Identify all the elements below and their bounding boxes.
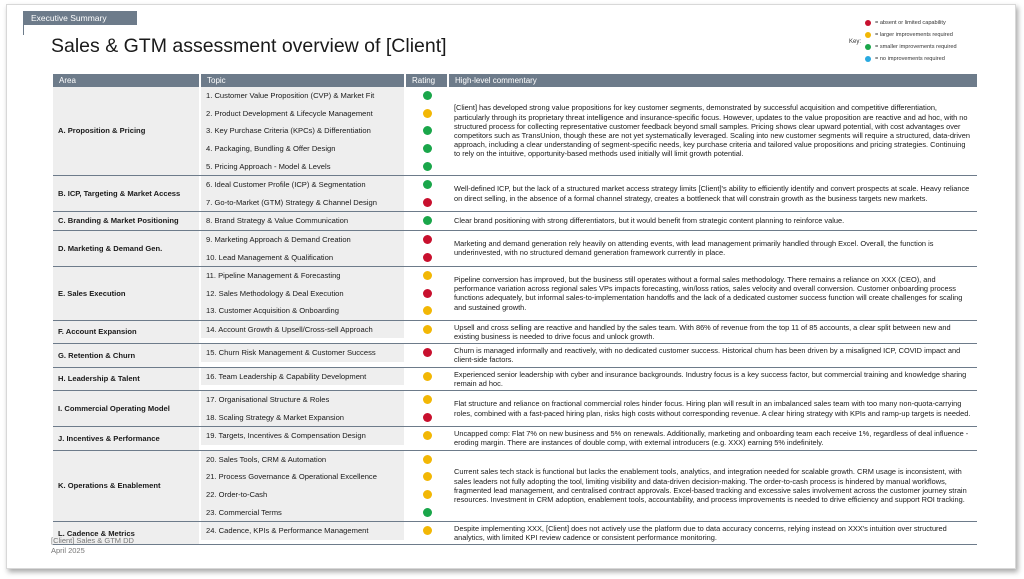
topic-label: 4. Packaging, Bundling & Offer Design [201, 140, 406, 158]
area-label: L. Cadence & Metrics [53, 522, 201, 544]
rating-dot-icon [865, 56, 871, 62]
rating-dot-icon [423, 235, 432, 244]
commentary-text [449, 522, 977, 544]
table-section [53, 451, 977, 522]
rating-cell [406, 212, 449, 230]
table-header [53, 74, 977, 87]
key-item-text: = absent or limited capability [875, 20, 946, 26]
table-row [201, 194, 449, 212]
topic-list [201, 321, 449, 343]
commentary-body: Marketing and demand generation rely heavily on attending events, with lead management primarily handled through Excel. Overall, the function is underinvested, with no structured demand generation framework currently in place. [454, 239, 934, 258]
topic-label: 10. Lead Management & Qualification [201, 248, 406, 266]
table-row [201, 231, 449, 249]
rating-dot-icon [423, 348, 432, 357]
rating-dot-icon [423, 91, 432, 100]
topic-list [201, 212, 449, 230]
table-section [53, 522, 977, 545]
topic-label: 21. Process Governance & Operational Excellence [201, 468, 406, 486]
key-item-text: = larger improvements required [875, 32, 953, 38]
topic-label: 24. Cadence, KPIs & Performance Management [201, 522, 406, 540]
topic-list [201, 231, 449, 266]
table-section [53, 368, 977, 391]
topic-label: 17. Organisational Structure & Roles [201, 391, 406, 409]
topic-label: 8. Brand Strategy & Value Communication [201, 212, 406, 230]
table-row [201, 486, 449, 504]
table-row [201, 248, 449, 266]
area-label: A. Proposition & Pricing [53, 87, 201, 175]
table-row [201, 302, 449, 320]
table-row [201, 468, 449, 486]
rating-dot-icon [423, 490, 432, 499]
rating-dot-icon [423, 526, 432, 535]
rating-dot-icon [423, 325, 432, 334]
table-section [53, 344, 977, 367]
rating-cell [406, 122, 449, 140]
section-tag: Executive Summary [23, 11, 137, 25]
topic-label: 6. Ideal Customer Profile (ICP) & Segmentation [201, 176, 406, 194]
key-item [865, 41, 977, 53]
area-label: D. Marketing & Demand Gen. [53, 231, 201, 266]
commentary-text [449, 212, 977, 230]
area-label: E. Sales Execution [53, 267, 201, 320]
topic-list [201, 176, 449, 211]
table-row [201, 157, 449, 175]
table-row [201, 427, 449, 445]
rating-dot-icon [423, 198, 432, 207]
table-row [201, 140, 449, 158]
table-section [53, 87, 977, 176]
rating-dot-icon [423, 289, 432, 298]
rating-cell [406, 344, 449, 362]
rating-dot-icon [423, 162, 432, 171]
rating-dot-icon [423, 472, 432, 481]
topic-label: 22. Order-to-Cash [201, 486, 406, 504]
table-section [53, 176, 977, 212]
rating-cell [406, 409, 449, 427]
column-header-area: Area [53, 74, 201, 87]
topic-list [201, 391, 449, 426]
table-row [201, 176, 449, 194]
column-header-commentary: High-level commentary [455, 76, 537, 85]
topic-list [201, 368, 449, 390]
rating-key-legend [865, 17, 977, 65]
rating-cell [406, 451, 449, 469]
topic-label: 15. Churn Risk Management & Customer Success [201, 344, 406, 362]
commentary-text [449, 427, 977, 449]
assessment-table [53, 74, 977, 545]
rating-cell [406, 157, 449, 175]
area-label: H. Leadership & Talent [53, 368, 201, 390]
commentary-text [449, 267, 977, 320]
topic-list [201, 344, 449, 366]
column-header-rating: Rating [406, 74, 449, 87]
footer-date: April 2025 [51, 546, 85, 555]
commentary-text [449, 321, 977, 343]
table-row [201, 391, 449, 409]
rating-dot-icon [865, 32, 871, 38]
topic-label: 20. Sales Tools, CRM & Automation [201, 451, 406, 469]
topic-label: 14. Account Growth & Upsell/Cross-sell Approach [201, 321, 406, 339]
table-row [201, 267, 449, 285]
rating-dot-icon [423, 253, 432, 262]
commentary-body: [Client] has developed strong value propositions for key customer segments, demonstrated by successful acquisition and competitive differentiation, particularly through its proprietary threat intelligence and insurance-specific focus. However, updates to the value proposition are reactive and ad hoc, with no structured process for collecting representative customer feedback beyond small samples. Pricing shows clear upward potential, with cost advantages over competitors such as TransUnion, though these are not yet systematically leveraged. Scaling into new customer segments will require a structured, data-driven approach, including a clear understanding of segment-specific needs, key purchase criteria and tailored value propositions and pricing strategies. Continuing to rely on the intuitive, opportunity-based methods used initially will limit growth potential. [454, 103, 970, 159]
rating-dot-icon [423, 413, 432, 422]
table-row [201, 212, 449, 230]
rating-dot-icon [423, 180, 432, 189]
table-row [201, 285, 449, 303]
topic-label: 1. Customer Value Proposition (CVP) & Market Fit [201, 87, 406, 105]
commentary-text [449, 344, 977, 366]
rating-dot-icon [423, 372, 432, 381]
table-row [201, 105, 449, 123]
topic-label: 18. Scaling Strategy & Market Expansion [201, 409, 406, 427]
rating-dot-icon [423, 508, 432, 517]
rating-dot-icon [865, 20, 871, 26]
page-title: Sales & GTM assessment overview of [Client] [51, 35, 447, 57]
area-label: C. Branding & Market Positioning [53, 212, 201, 230]
rating-cell [406, 468, 449, 486]
rating-cell [406, 176, 449, 194]
rating-cell [406, 486, 449, 504]
key-item-text: = no improvements required [875, 56, 945, 62]
table-body [53, 87, 977, 545]
table-section [53, 427, 977, 450]
commentary-text [449, 451, 977, 521]
rating-dot-icon [423, 216, 432, 225]
rating-cell [406, 302, 449, 320]
rating-cell [406, 140, 449, 158]
commentary-body: Well-defined ICP, but the lack of a structured market access strategy limits [Client]'s ability to efficiently identify and convert prospects at scale. Heavy reliance on direct selling, in the absence of a formal channel strategy, creates a bottleneck that will constrain growth as the business targets new markets. [454, 184, 970, 203]
slide [6, 4, 1016, 569]
topic-label: 5. Pricing Approach - Model & Levels [201, 157, 406, 175]
rating-dot-icon [423, 109, 432, 118]
topic-label: 19. Targets, Incentives & Compensation Design [201, 427, 406, 445]
rating-cell [406, 248, 449, 266]
table-row [201, 368, 449, 386]
table-row [201, 522, 449, 540]
topic-list [201, 522, 449, 544]
commentary-text [449, 231, 977, 266]
rating-cell [406, 285, 449, 303]
table-row [201, 122, 449, 140]
table-section [53, 267, 977, 321]
rating-dot-icon [423, 431, 432, 440]
topic-list [201, 87, 449, 175]
commentary-body: Clear brand positioning with strong differentiators, but it would benefit from strategic content planning to reinforce value. [454, 216, 845, 226]
table-section [53, 231, 977, 267]
commentary-body: Despite implementing XXX, [Client] does not actively use the platform due to data accuracy concerns, relying instead on XXX's intuition over structured analytics, with limited KPI review cadence or consistent performance monitoring. [454, 523, 947, 543]
area-label: G. Retention & Churn [53, 344, 201, 366]
topic-label: 23. Commercial Terms [201, 503, 406, 521]
footer-project-name: [Client] Sales & GTM DD [51, 536, 134, 545]
commentary-body: Uncapped comp: Flat 7% on new business and 5% on renewals. Additionally, marketing and onboarding team each receive 1%, regardless of deal influence - eroding margin. There are instances of double comp, with external introducers (e.g. XXX) earning 5% indefinitely. [454, 429, 969, 448]
area-label: B. ICP, Targeting & Market Access [53, 176, 201, 211]
topic-list [201, 451, 449, 521]
table-section [53, 321, 977, 344]
area-label: I. Commercial Operating Model [53, 391, 201, 426]
topic-label: 9. Marketing Approach & Demand Creation [201, 231, 406, 249]
rating-dot-icon [423, 144, 432, 153]
key-item [865, 17, 977, 29]
rating-cell [406, 231, 449, 249]
commentary-body: Pipeline conversion has improved, but the business still operates without a formal sales methodology. There remains a reliance on XXX (CEO), and performance variation across regional sales VPs impacts forecasting, win/loss ratios, sales velocity and overall conversion. Customer onboarding process functions adequately, but informal sales-to-implementation handoffs and the lack of a dedicated customer success function will create challenges for scaling and sustained growth. [454, 274, 963, 312]
key-item [865, 53, 977, 65]
topic-label: 11. Pipeline Management & Forecasting [201, 267, 406, 285]
table-row [201, 87, 449, 105]
topic-label: 2. Product Development & Lifecycle Management [201, 105, 406, 123]
commentary-text [449, 368, 977, 390]
topic-list [201, 427, 449, 449]
area-label: J. Incentives & Performance [53, 427, 201, 449]
commentary-body: Flat structure and reliance on fractional commercial roles hinder focus. Hiring plan will result in an imbalanced sales team with too many non-quota-carrying roles, combined with a fast-paced hiring plan, risks high costs without corresponding revenue. A clear hiring strategy with KPIs and ramp-up targets is needed. [454, 399, 971, 418]
topic-list [201, 267, 449, 320]
commentary-text [449, 391, 977, 426]
area-label: K. Operations & Enablement [53, 451, 201, 521]
topic-label: 16. Team Leadership & Capability Development [201, 368, 406, 386]
key-label: Key: [849, 39, 862, 45]
table-section [53, 212, 977, 231]
topic-label: 3. Key Purchase Criteria (KPCs) & Differentiation [201, 122, 406, 140]
commentary-body: Current sales tech stack is functional but lacks the enablement tools, analytics, and integration needed for scalable growth. CRM usage is inconsistent, with sales leaders not fully adopting the tool, limiting visibility and data-driven decision-making. The order-to-cash process is hindered by manual workflows, fragmented lead management, and centralised contract approvals. Excel-based tracking and excessive sales involvement across the customer journey strain resources. Investment in CRM adoption, enablement tools, accountability, and process improvements is needed to drive efficiency and support ROI tracking. [454, 467, 967, 504]
rating-dot-icon [423, 271, 432, 280]
key-item [865, 29, 977, 41]
commentary-text [449, 87, 977, 175]
rating-cell [406, 503, 449, 521]
rating-cell [406, 105, 449, 123]
commentary-body: Experienced senior leadership with cyber and insurance backgrounds. Industry focus is a key success factor, but commercial training and knowledge sharing remain ad hoc. [454, 369, 967, 388]
commentary-body: Churn is managed informally and reactively, with no dedicated customer success. Historical churn has been driven by a misaligned ICP, COVID impact and client-side factors. [454, 346, 961, 365]
rating-cell [406, 522, 449, 540]
rating-cell [406, 87, 449, 105]
rating-cell [406, 427, 449, 445]
commentary-text [449, 176, 977, 211]
table-row [201, 409, 449, 427]
rating-dot-icon [423, 126, 432, 135]
topic-label: 7. Go-to-Market (GTM) Strategy & Channel Design [201, 194, 406, 212]
rating-cell [406, 321, 449, 339]
rating-cell [406, 391, 449, 409]
footer [51, 536, 134, 556]
commentary-body: Upsell and cross selling are reactive and handled by the sales team. With 86% of revenue from the top 11 of 85 accounts, a clear split between new and existing business is needed to drive focus and unlock growth. [454, 322, 951, 341]
topic-label: 13. Customer Acquisition & Onboarding [201, 302, 406, 320]
rating-dot-icon [423, 455, 432, 464]
rating-cell [406, 194, 449, 212]
column-header-topic: Topic [201, 74, 406, 87]
rating-cell [406, 368, 449, 386]
rating-cell [406, 267, 449, 285]
table-row [201, 503, 449, 521]
rating-dot-icon [423, 395, 432, 404]
table-section [53, 391, 977, 427]
rating-dot-icon [423, 306, 432, 315]
rating-dot-icon [865, 44, 871, 50]
table-row [201, 451, 449, 469]
table-row [201, 344, 449, 362]
area-label: F. Account Expansion [53, 321, 201, 343]
table-row [201, 321, 449, 339]
topic-label: 12. Sales Methodology & Deal Execution [201, 285, 406, 303]
key-item-text: = smaller improvements required [875, 44, 957, 50]
